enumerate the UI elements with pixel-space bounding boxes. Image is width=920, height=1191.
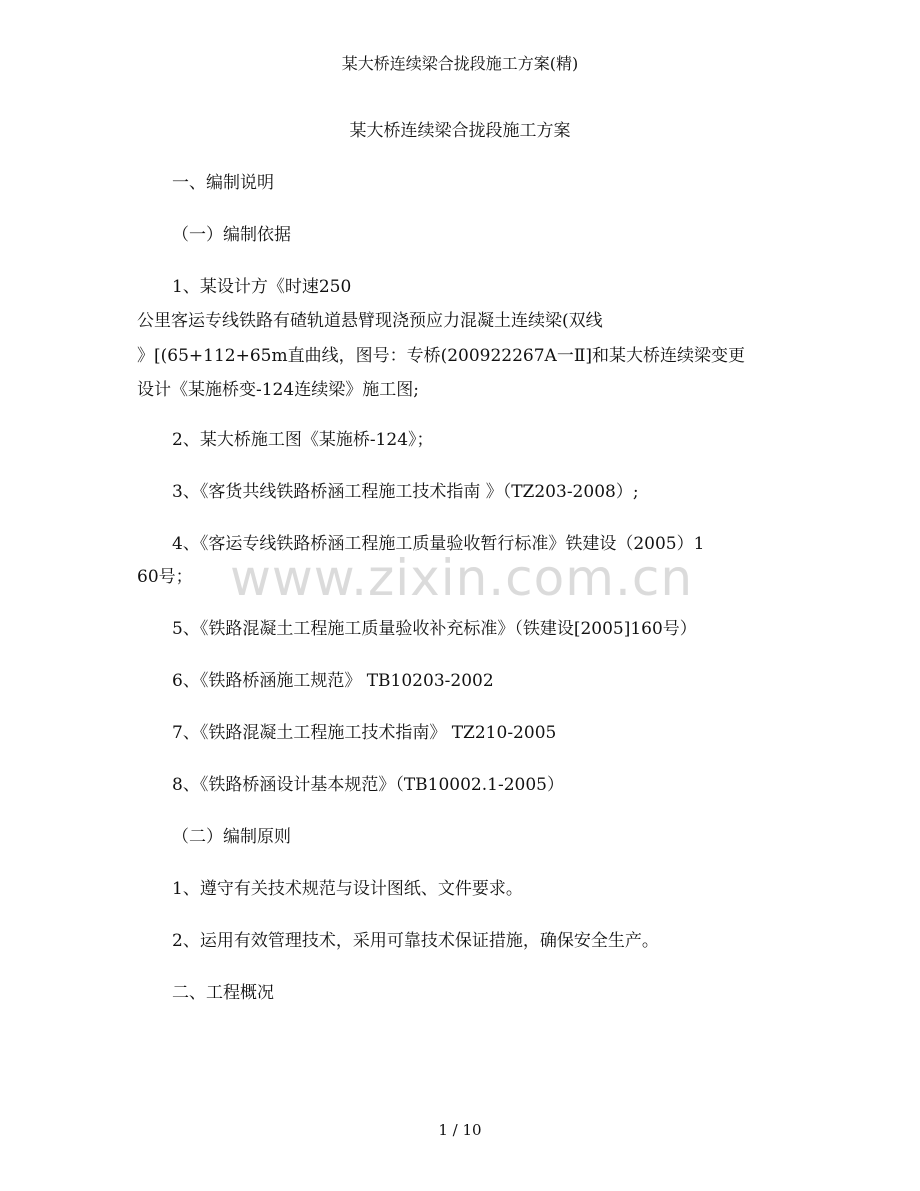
document-title: 某大桥连续梁合拢段施工方案 bbox=[349, 121, 571, 141]
basis-item-6: 6、《铁路桥涵施工规范》 TB10203-2002 bbox=[172, 671, 494, 691]
page-number: 1 / 10 bbox=[438, 1121, 482, 1139]
running-header: 某大桥连续梁合拢段施工方案(精) bbox=[341, 54, 579, 73]
section-heading-1: 一、编制说明 bbox=[172, 173, 274, 193]
basis-item-1-line-1: 1、某设计方《时速250 bbox=[172, 277, 352, 297]
basis-item-4-line-1: 4、《客运专线铁路桥涵工程施工质量验收暂行标准》铁建设（2005）1 bbox=[172, 534, 705, 554]
basis-item-4-line-2: 60号； bbox=[137, 567, 193, 587]
basis-item-1-line-4: 设计《某施桥变-124连续梁》施工图; bbox=[137, 380, 419, 400]
principle-item-2: 2、运用有效管理技术，采用可靠技术保证措施，确保安全生产。 bbox=[172, 931, 659, 951]
basis-item-2: 2、某大桥施工图《某施桥-124》； bbox=[172, 430, 434, 450]
basis-item-1-line-2: 公里客运专线铁路有碴轨道悬臂现浇预应力混凝土连续梁(双线 bbox=[137, 311, 603, 331]
basis-item-7: 7、《铁路混凝土工程施工技术指南》 TZ210-2005 bbox=[172, 723, 557, 743]
subsection-heading-principles: （二）编制原则 bbox=[172, 827, 291, 847]
basis-item-5: 5、《铁路混凝土工程施工质量验收补充标准》（铁建设[2005]160号） bbox=[172, 619, 697, 639]
basis-item-1-line-3: 》[(65+112+65m直曲线，图号：专桥(200922267A一Ⅱ]和某大桥连续梁变更 bbox=[137, 346, 746, 366]
principle-item-1: 1、遵守有关技术规范与设计图纸、文件要求。 bbox=[172, 879, 523, 899]
subsection-heading-basis: （一）编制依据 bbox=[172, 225, 291, 245]
section-heading-2: 二、工程概况 bbox=[172, 983, 274, 1003]
basis-item-8: 8、《铁路桥涵设计基本规范》（TB10002.1-2005） bbox=[172, 775, 564, 795]
basis-item-3: 3、《客货共线铁路桥涵工程施工技术指南 》（TZ203-2008）; bbox=[172, 482, 639, 502]
watermark: www.zixin.com.cn bbox=[230, 549, 694, 607]
